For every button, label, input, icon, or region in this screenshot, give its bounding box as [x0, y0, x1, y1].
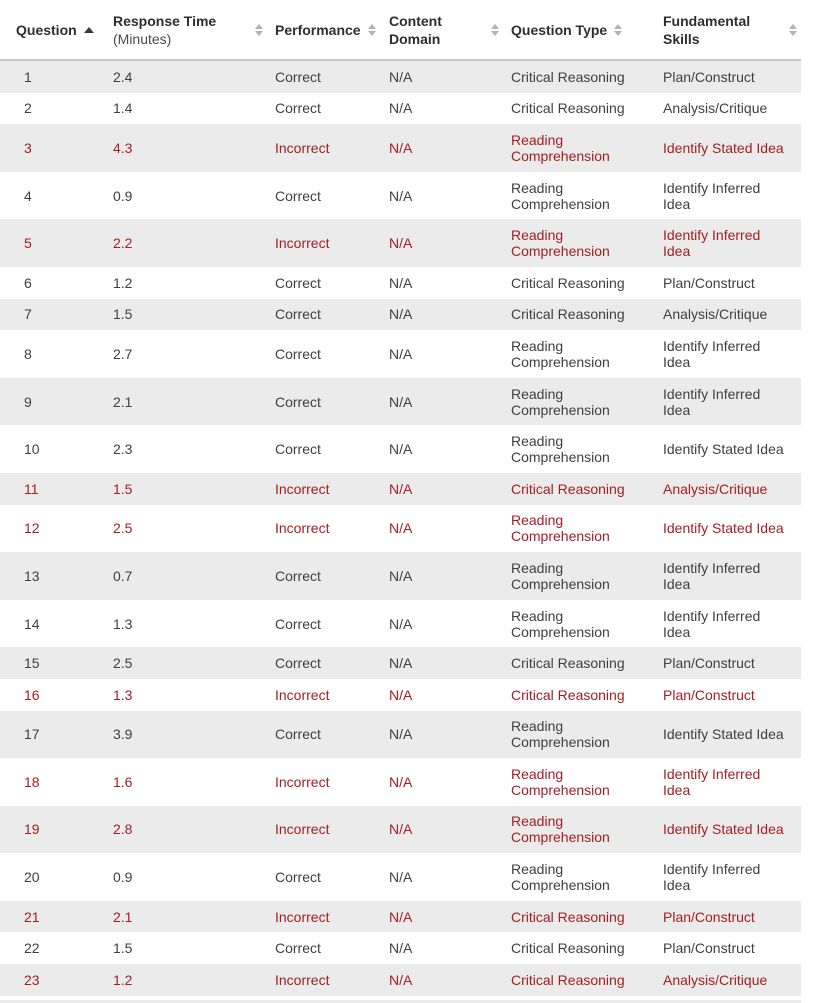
question-type-cell: Reading Comprehension — [511, 337, 610, 370]
performance-cell: Correct — [275, 345, 321, 362]
question-cell: 9 — [24, 393, 32, 410]
performance-cell: Incorrect — [275, 139, 330, 156]
response-time-cell: 0.9 — [113, 869, 133, 886]
performance-cell: Correct — [275, 726, 321, 743]
content-domain-cell: N/A — [389, 345, 413, 362]
response-time-cell: 2.5 — [113, 655, 133, 672]
table-row — [0, 473, 801, 505]
question-type-cell: Critical Reasoning — [511, 686, 625, 703]
response-time-cell: 2.8 — [113, 821, 133, 838]
next-row-sliver — [0, 1000, 801, 1003]
question-cell: 12 — [24, 520, 40, 537]
performance-cell: Correct — [275, 187, 321, 204]
fundamental-skills-cell: Identify Inferred Idea — [663, 607, 761, 640]
column-label-text: Content Domain — [389, 12, 442, 47]
table-row — [0, 93, 801, 125]
question-type-cell: Reading Comprehension — [511, 131, 610, 164]
performance-cell: Correct — [275, 306, 321, 323]
response-time-cell: 2.4 — [113, 68, 133, 85]
performance-cell: Correct — [275, 393, 321, 410]
question-type-cell: Reading Comprehension — [511, 765, 610, 798]
question-cell: 19 — [24, 821, 40, 838]
fundamental-skills-cell: Plan/Construct — [663, 686, 755, 703]
table-body — [0, 60, 801, 996]
table-row — [0, 219, 801, 267]
table-row — [0, 299, 801, 331]
column-header-content-domain[interactable] — [381, 0, 503, 60]
performance-cell: Correct — [275, 441, 321, 458]
performance-cell: Incorrect — [275, 480, 330, 497]
question-type-cell: Reading Comprehension — [511, 512, 610, 545]
content-domain-cell: N/A — [389, 686, 413, 703]
question-cell: 23 — [24, 971, 40, 988]
question-cell: 20 — [24, 869, 40, 886]
fundamental-skills-cell: Identify Stated Idea — [663, 821, 784, 838]
table-row — [0, 267, 801, 299]
column-sublabel-text: (Minutes) — [113, 30, 172, 47]
table-row — [0, 932, 801, 964]
content-domain-cell: N/A — [389, 567, 413, 584]
table-row — [0, 647, 801, 679]
column-label-text: Fundamental Skills — [663, 12, 751, 47]
column-label-text: Performance — [275, 21, 361, 38]
response-time-cell: 0.7 — [113, 567, 133, 584]
table-row — [0, 378, 801, 426]
response-time-cell: 1.3 — [113, 686, 133, 703]
column-label — [275, 21, 361, 39]
question-cell: 2 — [24, 100, 32, 117]
question-cell: 1 — [24, 68, 32, 85]
table-row — [0, 172, 801, 220]
question-type-cell: Reading Comprehension — [511, 813, 610, 846]
sort-both-icon — [368, 24, 376, 36]
question-cell: 8 — [24, 345, 32, 362]
table-row — [0, 679, 801, 711]
fundamental-skills-cell: Identify Stated Idea — [663, 139, 784, 156]
question-cell: 4 — [24, 187, 32, 204]
column-label — [663, 12, 782, 48]
question-type-cell: Reading Comprehension — [511, 227, 610, 260]
question-cell: 22 — [24, 940, 40, 957]
response-time-cell: 2.7 — [113, 345, 133, 362]
fundamental-skills-cell: Analysis/Critique — [663, 306, 768, 323]
sort-both-icon — [789, 24, 797, 36]
question-type-cell: Critical Reasoning — [511, 655, 625, 672]
table-row — [0, 124, 801, 172]
table-row — [0, 330, 801, 378]
performance-cell: Correct — [275, 940, 321, 957]
performance-cell: Incorrect — [275, 821, 330, 838]
fundamental-skills-cell: Analysis/Critique — [663, 100, 768, 117]
column-header-response-time[interactable] — [105, 0, 267, 60]
question-cell: 11 — [24, 480, 39, 497]
question-type-cell: Critical Reasoning — [511, 68, 625, 85]
response-time-cell: 2.5 — [113, 520, 133, 537]
column-label — [511, 21, 607, 39]
question-type-cell: Reading Comprehension — [511, 385, 610, 418]
fundamental-skills-cell: Identify Inferred Idea — [663, 227, 761, 260]
question-cell: 13 — [24, 567, 40, 584]
response-time-cell: 1.2 — [113, 274, 133, 291]
column-header-question-type[interactable] — [503, 0, 655, 60]
response-time-cell: 2.2 — [113, 235, 133, 252]
question-cell: 3 — [24, 139, 32, 156]
response-time-cell: 1.3 — [113, 615, 133, 632]
sort-both-icon — [491, 24, 499, 36]
column-label — [389, 12, 484, 48]
content-domain-cell: N/A — [389, 480, 413, 497]
fundamental-skills-cell: Plan/Construct — [663, 908, 755, 925]
column-label-text: Question — [16, 21, 77, 38]
table-row — [0, 853, 801, 901]
fundamental-skills-cell: Plan/Construct — [663, 274, 755, 291]
question-type-cell: Reading Comprehension — [511, 433, 610, 466]
content-domain-cell: N/A — [389, 726, 413, 743]
response-time-cell: 2.3 — [113, 441, 133, 458]
header-row — [0, 0, 801, 60]
column-label-text: Question Type — [511, 21, 608, 38]
question-cell: 10 — [24, 441, 40, 458]
table-row — [0, 600, 801, 648]
table-header — [0, 0, 801, 60]
fundamental-skills-cell: Analysis/Critique — [663, 971, 768, 988]
column-label-text: Response Time — [113, 12, 217, 29]
question-type-cell: Reading Comprehension — [511, 861, 610, 894]
content-domain-cell: N/A — [389, 235, 413, 252]
question-cell: 16 — [24, 686, 40, 703]
performance-cell: Correct — [275, 567, 321, 584]
question-cell: 5 — [24, 235, 32, 252]
question-type-cell: Critical Reasoning — [511, 940, 625, 957]
table-row — [0, 711, 801, 759]
question-type-cell: Reading Comprehension — [511, 607, 610, 640]
content-domain-cell: N/A — [389, 274, 413, 291]
fundamental-skills-cell: Identify Inferred Idea — [663, 765, 761, 798]
question-cell: 17 — [24, 726, 40, 743]
content-domain-cell: N/A — [389, 520, 413, 537]
fundamental-skills-cell: Analysis/Critique — [663, 480, 768, 497]
content-domain-cell: N/A — [389, 908, 413, 925]
table-row — [0, 552, 801, 600]
response-time-cell: 1.2 — [113, 971, 133, 988]
question-type-cell: Critical Reasoning — [511, 480, 625, 497]
column-label — [113, 12, 248, 48]
table-row — [0, 964, 801, 996]
question-type-cell: Critical Reasoning — [511, 274, 625, 291]
column-label — [16, 21, 77, 39]
table-row — [0, 60, 801, 93]
performance-cell: Incorrect — [275, 773, 330, 790]
response-time-cell: 1.5 — [113, 940, 133, 957]
response-time-cell: 1.6 — [113, 773, 133, 790]
performance-cell: Incorrect — [275, 686, 330, 703]
question-cell: 14 — [24, 615, 40, 632]
column-header-performance[interactable] — [267, 0, 381, 60]
fundamental-skills-cell: Identify Stated Idea — [663, 726, 784, 743]
performance-cell: Correct — [275, 274, 321, 291]
table-row — [0, 425, 801, 473]
question-cell: 6 — [24, 274, 32, 291]
sort-both-icon — [614, 24, 622, 36]
response-time-cell: 0.9 — [113, 187, 133, 204]
performance-cell: Incorrect — [275, 520, 330, 537]
response-time-cell: 1.4 — [113, 100, 133, 117]
content-domain-cell: N/A — [389, 821, 413, 838]
performance-cell: Correct — [275, 100, 321, 117]
table-row — [0, 758, 801, 806]
response-time-cell: 2.1 — [113, 393, 133, 410]
table-row — [0, 505, 801, 553]
fundamental-skills-cell: Identify Stated Idea — [663, 520, 784, 537]
question-type-cell: Critical Reasoning — [511, 100, 625, 117]
fundamental-skills-cell: Plan/Construct — [663, 940, 755, 957]
question-type-cell: Reading Comprehension — [511, 179, 610, 212]
question-type-cell: Critical Reasoning — [511, 908, 625, 925]
content-domain-cell: N/A — [389, 68, 413, 85]
table-row — [0, 901, 801, 933]
content-domain-cell: N/A — [389, 869, 413, 886]
response-time-cell: 4.3 — [113, 139, 133, 156]
question-type-cell: Critical Reasoning — [511, 971, 625, 988]
fundamental-skills-cell: Identify Inferred Idea — [663, 559, 761, 592]
question-cell: 7 — [24, 306, 32, 323]
content-domain-cell: N/A — [389, 615, 413, 632]
fundamental-skills-cell: Identify Inferred Idea — [663, 861, 761, 894]
content-domain-cell: N/A — [389, 940, 413, 957]
response-time-cell: 1.5 — [113, 306, 133, 323]
performance-cell: Incorrect — [275, 235, 330, 252]
column-header-question[interactable] — [0, 0, 105, 60]
question-cell: 15 — [24, 655, 40, 672]
sort-both-icon — [255, 24, 263, 36]
response-time-cell: 3.9 — [113, 726, 133, 743]
content-domain-cell: N/A — [389, 393, 413, 410]
content-domain-cell: N/A — [389, 773, 413, 790]
question-type-cell: Reading Comprehension — [511, 718, 610, 751]
column-header-fundamental-skills[interactable] — [655, 0, 801, 60]
response-time-cell: 1.5 — [113, 480, 133, 497]
performance-cell: Correct — [275, 68, 321, 85]
question-cell: 18 — [24, 773, 40, 790]
content-domain-cell: N/A — [389, 100, 413, 117]
content-domain-cell: N/A — [389, 306, 413, 323]
table-row — [0, 806, 801, 854]
question-type-cell: Reading Comprehension — [511, 559, 610, 592]
content-domain-cell: N/A — [389, 971, 413, 988]
question-type-cell: Critical Reasoning — [511, 306, 625, 323]
fundamental-skills-cell: Plan/Construct — [663, 655, 755, 672]
fundamental-skills-cell: Identify Inferred Idea — [663, 385, 761, 418]
performance-cell: Correct — [275, 615, 321, 632]
sort-ascending-icon — [84, 27, 94, 33]
response-time-cell: 2.1 — [113, 908, 133, 925]
performance-cell: Incorrect — [275, 971, 330, 988]
question-cell: 21 — [24, 908, 40, 925]
content-domain-cell: N/A — [389, 139, 413, 156]
performance-cell: Correct — [275, 869, 321, 886]
fundamental-skills-cell: Identify Inferred Idea — [663, 337, 761, 370]
content-domain-cell: N/A — [389, 441, 413, 458]
content-domain-cell: N/A — [389, 187, 413, 204]
content-domain-cell: N/A — [389, 655, 413, 672]
fundamental-skills-cell: Identify Inferred Idea — [663, 179, 761, 212]
fundamental-skills-cell: Plan/Construct — [663, 68, 755, 85]
performance-cell: Correct — [275, 655, 321, 672]
performance-cell: Incorrect — [275, 908, 330, 925]
fundamental-skills-cell: Identify Stated Idea — [663, 441, 784, 458]
